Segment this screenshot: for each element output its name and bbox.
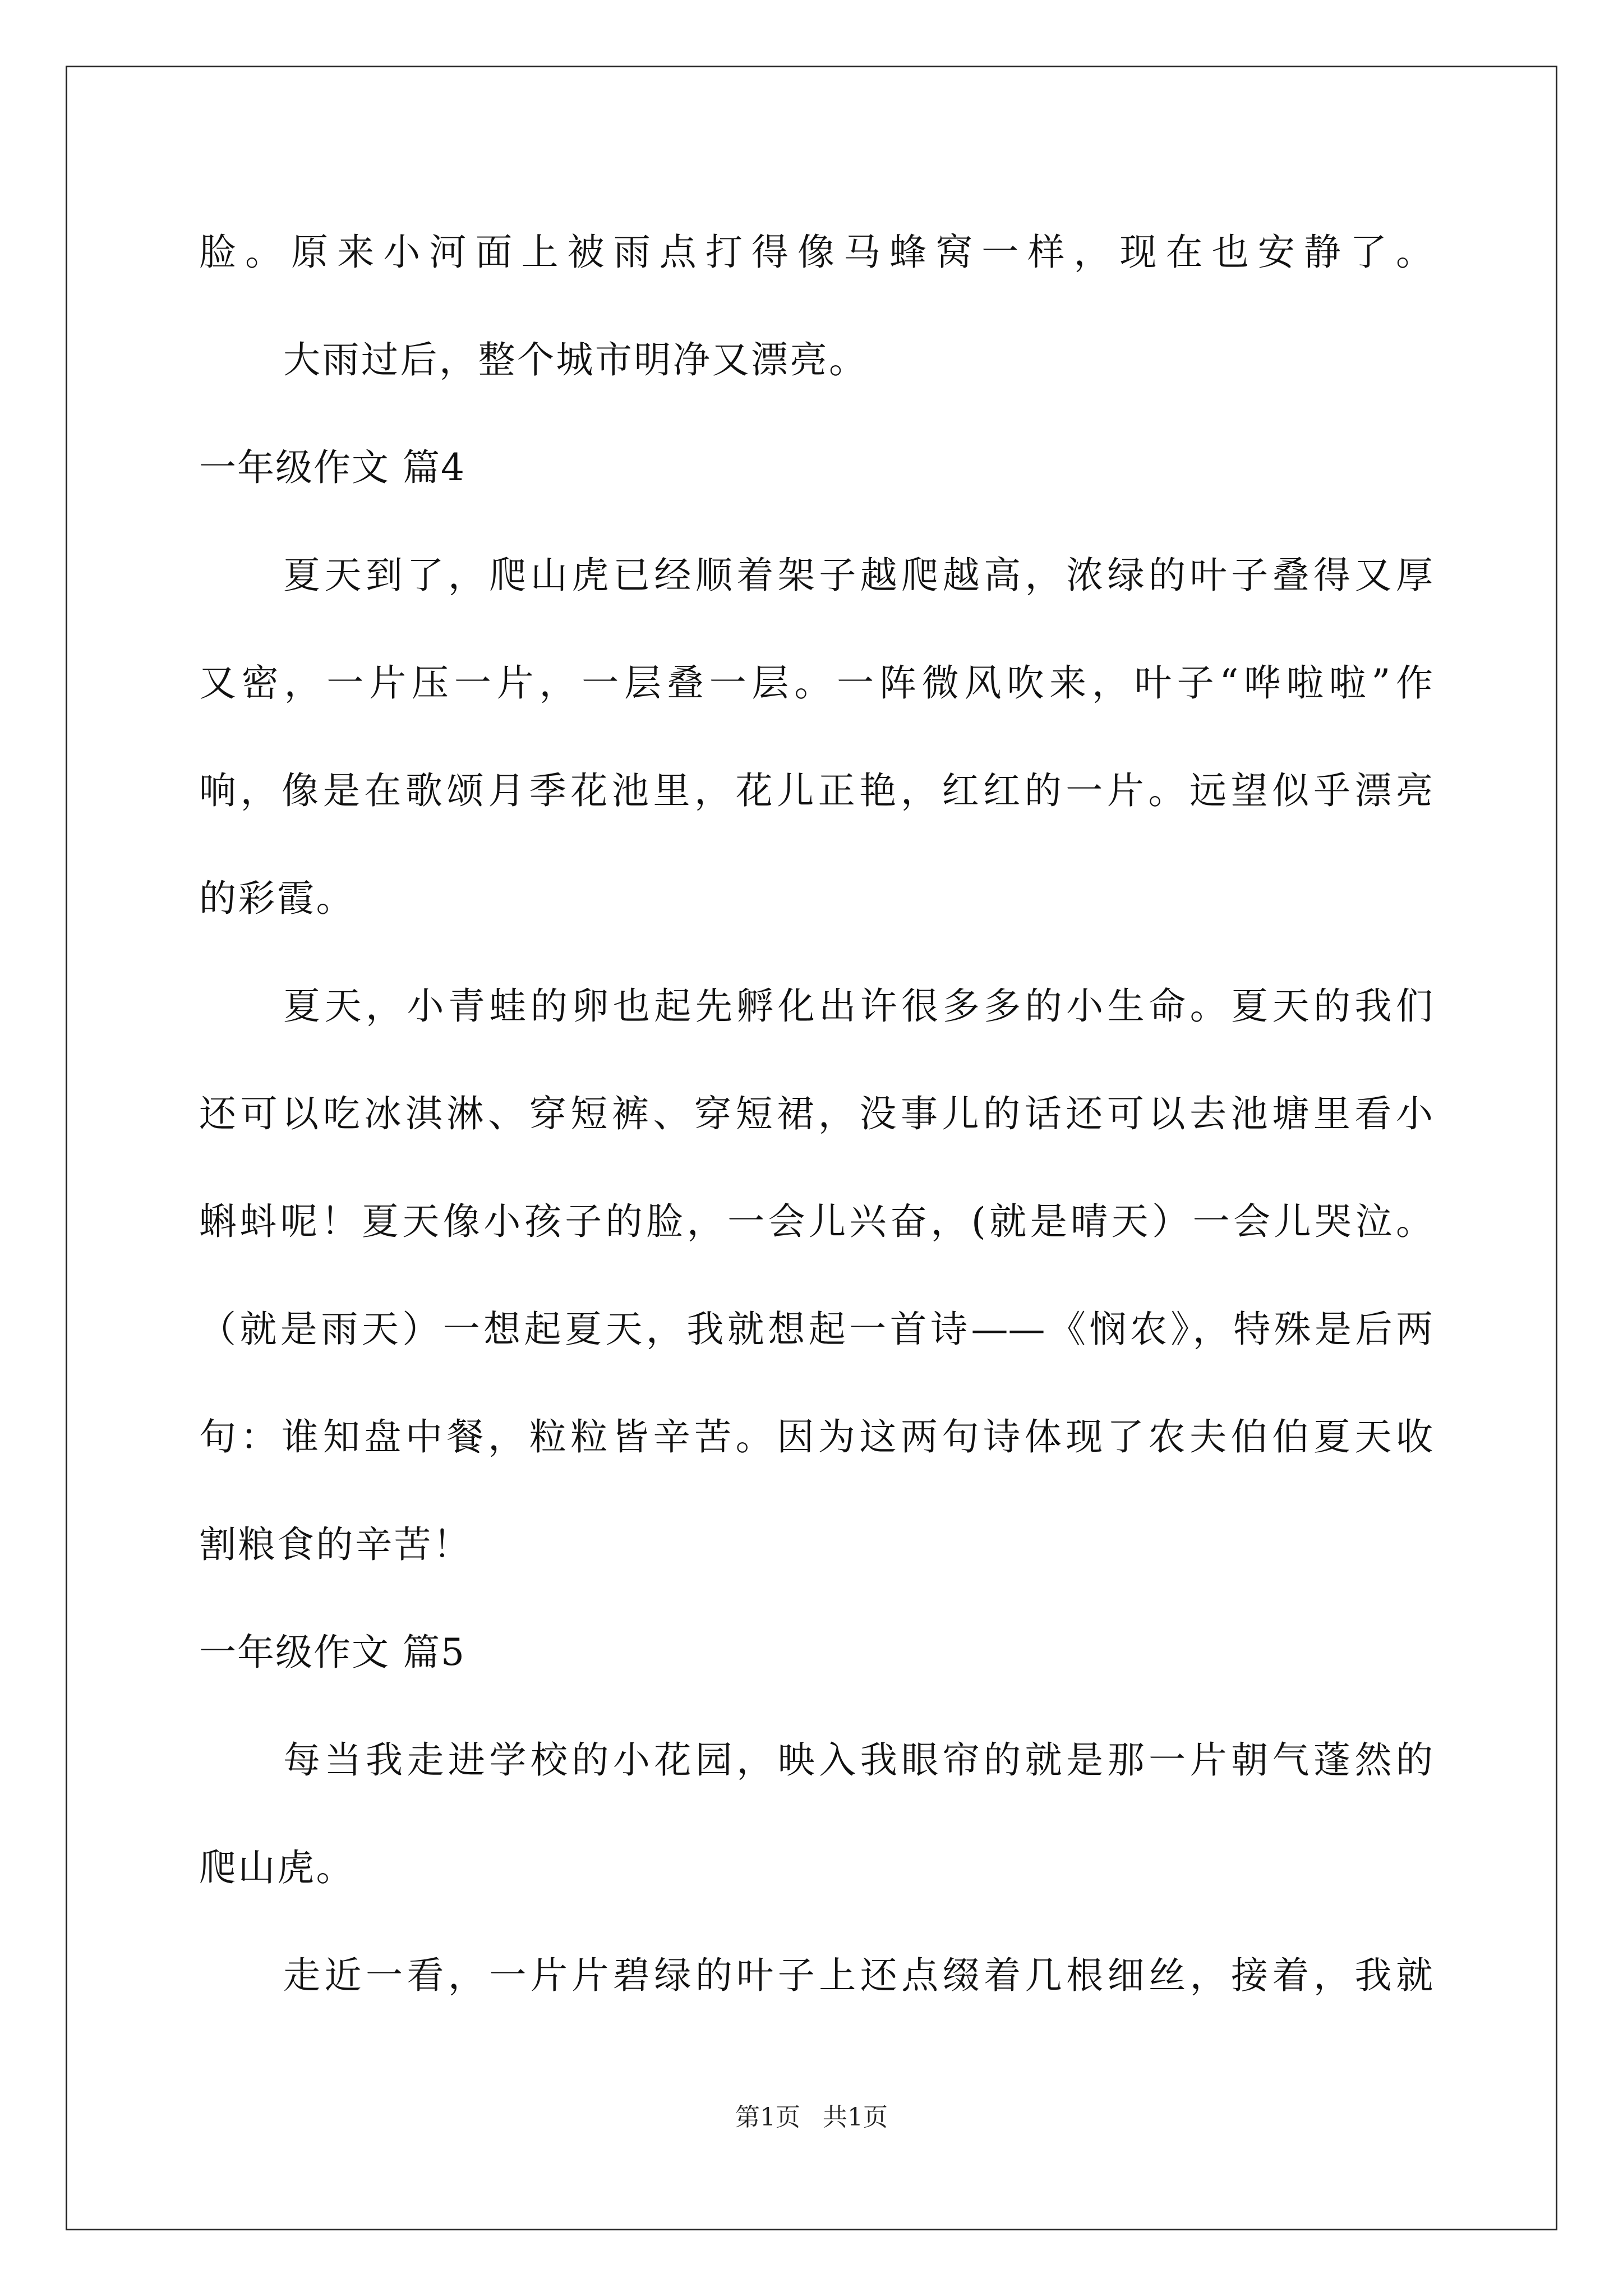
page-total: 共1页: [823, 2103, 888, 2132]
paragraph-line: 夏天，小青蛙的卵也起先孵化出许很多多的小生命。夏天的我们: [283, 984, 1433, 1028]
paragraph-line: 脸。原来小河面上被雨点打得像马蜂窝一样，现在也安静了。: [199, 231, 1433, 274]
section-heading: 一年级作文 篇4: [199, 446, 465, 489]
paragraph-line: 响，像是在歌颂月季花池里，花儿正艳，红红的一片。远望似乎漂亮: [199, 769, 1433, 812]
section-heading: 一年级作文 篇5: [199, 1631, 465, 1674]
paragraph-line: 走近一看，一片片碧绿的叶子上还点缀着几根细丝，接着，我就: [283, 1954, 1433, 1997]
paragraph-line: 又密，一片压一片，一层叠一层。一阵微风吹来，叶子“哗啦啦”作: [199, 661, 1433, 705]
paragraph-line: 还可以吃冰淇淋、穿短裤、穿短裙，没事儿的话还可以去池塘里看小: [199, 1092, 1433, 1135]
paragraph-line: 割粮食的辛苦！: [199, 1523, 472, 1566]
paragraph-line: 每当我走进学校的小花园，映入我眼帘的就是那一片朝气蓬然的: [283, 1738, 1433, 1782]
paragraph-line: 的彩霞。: [199, 877, 355, 920]
document-body: [199, 216, 1433, 2047]
paragraph-line: 大雨过后，整个城市明净又漂亮。: [283, 338, 868, 381]
page-number: 第1页: [735, 2103, 800, 2132]
page-footer: [0, 2101, 1623, 2134]
paragraph-line: 夏天到了，爬山虎已经顺着架子越爬越高，浓绿的叶子叠得又厚: [283, 554, 1433, 597]
paragraph-line: 句：谁知盘中餐，粒粒皆辛苦。因为这两句诗体现了农夫伯伯夏天收: [199, 1415, 1433, 1458]
paragraph-line: 爬山虎。: [199, 1846, 355, 1889]
paragraph-line: （就是雨天）一想起夏天，我就想起一首诗——《悯农》，特殊是后两: [199, 1308, 1433, 1351]
paragraph-line: 蝌蚪呢！夏天像小孩子的脸，一会儿兴奋，(就是晴天）一会儿哭泣。: [199, 1200, 1433, 1243]
